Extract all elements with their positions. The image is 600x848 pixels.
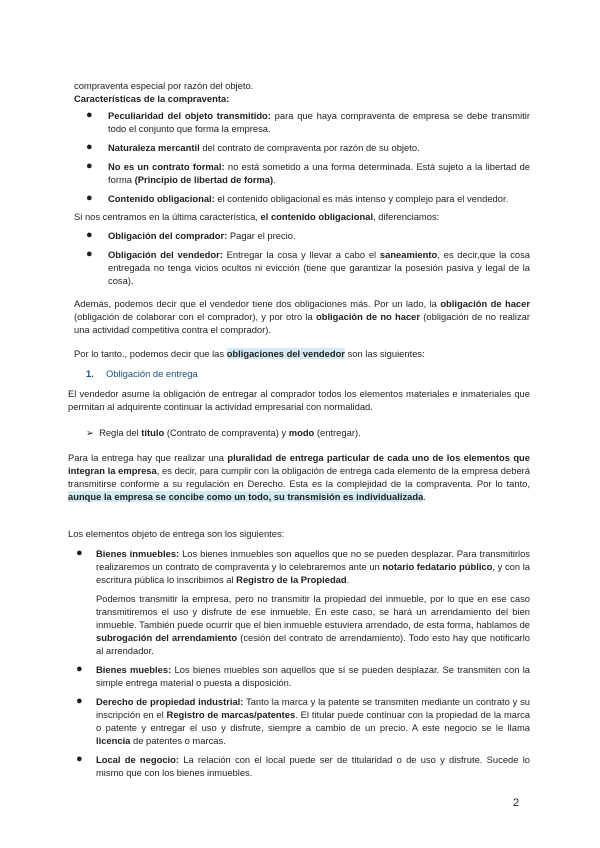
list-item: ● Obligación del vendedor: Entregar la cosa y llevar a cabo el saneamiento, es decir,que la cosa entregada no tenga vicios ocultos ni evicción (tiene que garantizar la posesión pasiva y legal de la cosa). [86,248,531,286]
bullet-icon: ● [86,192,93,204]
elements-intro: Los elementos objeto de entrega son los siguientes: [68,528,285,539]
bullet-icon: ● [86,109,93,121]
bullet-icon: ● [86,248,93,260]
plurality-paragraph: Para la entrega hay que realizar una pluralidad de entrega particular de cada uno de los elementos que integran la empresa, es decir, para cumplir con la obligación de entrega cada elemento de la empresa deberá transmitirse conforme a su regulación en Derecho. Esta es la complejidad de la compraventa. Por lo tanto, aunque la empresa se concibe como un todo, su transmisión es individualizada. [68,452,530,502]
obligations-list [74,229,530,287]
list-item: ● Naturaleza mercantil del contrato de compraventa por razón de su objeto. [86,141,420,153]
list-item: ● Bienes muebles: Los bienes muebles son aquellos que sí se pueden desplazar. Se transmiten con la simple entrega material o puesta a disposición. [76,663,530,688]
page-number: 2 [513,797,520,809]
features-list [74,109,530,205]
elements-list [74,547,530,779]
bullet-icon: ● [86,160,93,172]
focus-paragraph: Si nos centramos en la última característica, el contenido obligacional, diferenciamos: [74,211,440,222]
section-heading-obligacion-entrega: 1. Obligación de entrega [86,368,198,379]
intro [74,79,530,105]
list-item: ● Bienes inmuebles: Los bienes inmuebles son aquellos que no se pueden desplazar. Para transmitirlos realizaremos un contrato de compraventa y lo celebraremos ante un notario fedatario público, y con la escritura pública lo inscribimos al Registro de la Propiedad. Podemos transmitir la empresa, pero no transmitir la propiedad del inmueble, por lo que en ese caso transmitiremos el uso y disfrute de ese inmueble. En este caso, se hará un arrendamiento del bien inmueble. También puede ocurrir que el bien inmueble estuviera arrendado, de esta forma, hablamos de subrogación del arrendamiento (cesión del contrato de arrendamiento). Todo esto hay que notificarlo al arrendador. [76,547,530,656]
delivery-paragraph: El vendedor asume la obligación de entregar al comprador todos los elementos materiales e inmateriales que permitan al adquirente continuar la actividad empresarial con normalidad. [68,388,530,412]
rule-item: ➢ Regla del título (Contrato de compraventa) y modo (entregar). [86,427,361,438]
bullet-icon: ● [86,229,93,241]
features-heading: Características de la compraventa: [74,93,230,104]
additional-obligations-paragraph: Además, podemos decir que el vendedor tiene dos obligaciones más. Por un lado, la obligación de hacer (obligación de colaborar con el comprador), y por otro la obligación de no hacer (obligación de no realizar una actividad competitiva contra el comprador). [74,298,531,335]
bullet-icon: ● [86,141,93,153]
list-item: ● Contenido obligacional: el contenido obligacional es más intenso y complejo para el vendedor. [86,192,509,204]
bullet-icon: ● [76,753,83,765]
list-item: ● Peculiaridad del objeto transmitido: para que haya compraventa de empresa se debe transmitir todo el conjunto que forma la empresa. [86,109,530,134]
list-item: ● Obligación del comprador: Pagar el precio. [86,229,296,241]
arrow-bullet-icon: ➢ [86,427,94,438]
bullet-icon: ● [76,663,83,675]
summary-paragraph: Por lo tanto., podemos decir que las obligaciones del vendedor son las siguientes: [74,348,425,359]
intro-line: compraventa especial por razón del objeto. [74,80,254,91]
list-item: ● Local de negocio: La relación con el local puede ser de titularidad o de uso y disfrute. Sucede lo mismo que con los bienes inmuebles. [76,753,531,778]
list-item: ● Derecho de propiedad industrial: Tanto la marca y la patente se transmiten mediante un contrato y su inscripción en el Registro de marcas/patentes. El titular puede continuar con la propiedad de la marca o patente y entregar el uso y disfrute, siempre a cambio de un precio. A este negocio se le llama licencia de patentes o marcas. [76,695,531,746]
bullet-icon: ● [76,547,83,559]
bullet-icon: ● [76,695,83,707]
list-item: ● No es un contrato formal: no está sometido a una forma determinada. Está sujeto a la libertad de forma (Principio de libertad de forma). [86,160,530,185]
